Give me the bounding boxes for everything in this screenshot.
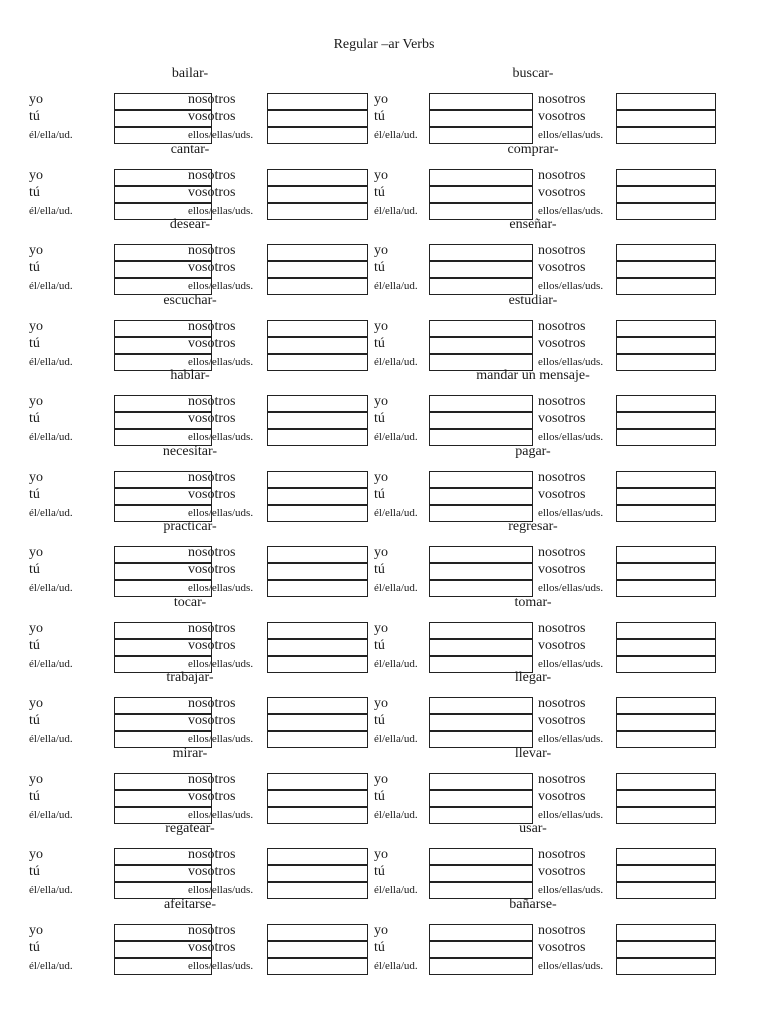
verb-block [29,293,384,368]
conjugation-answer-box[interactable] [267,958,368,975]
conjugation-answer-box[interactable] [429,395,533,412]
pronoun-label-plural: vosotros [538,788,586,804]
conjugation-answer-box[interactable] [616,714,716,731]
pronoun-label-singular: tú [29,184,40,200]
verb-block [29,217,384,292]
verb-infinitive: cantar- [170,141,210,157]
conjugation-answer-box[interactable] [429,958,533,975]
verb-block [374,368,729,443]
pronoun-label-singular: tú [374,864,385,879]
conjugation-answer-box[interactable] [267,337,368,354]
pronoun-label-singular: él/ella/ud. [29,582,73,594]
pronoun-label-singular: él/ella/ud. [29,884,73,896]
conjugation-answer-box[interactable] [616,337,716,354]
pronoun-label-singular: tú [374,184,385,200]
conjugation-answer-box[interactable] [616,958,716,975]
conjugation-answer-box[interactable] [429,773,533,790]
pronoun-label-singular: tú [374,486,385,502]
pronoun-label-plural: ellos/ellas/uds. [538,204,604,217]
conjugation-answer-box[interactable] [429,337,533,354]
pronoun-label-singular: él/ella/ud. [374,657,418,670]
pronoun-label-singular: tú [29,939,40,955]
pronoun-label-singular: yo [29,922,43,938]
pronoun-label-plural: nosotros [538,243,586,258]
conjugation-answer-box[interactable] [616,395,716,412]
pronoun-label-plural: ellos/ellas/uds. [188,733,254,745]
verb-block [374,293,729,368]
pronoun-label-singular: yo [374,394,388,409]
pronoun-label-plural: nosotros [538,771,586,787]
pronoun-label-plural: vosotros [538,637,586,653]
pronoun-label-singular: él/ella/ud. [374,355,418,368]
pronoun-label-singular: él/ella/ud. [29,431,73,443]
conjugation-answer-box[interactable] [267,697,368,714]
conjugation-answer-box[interactable] [429,941,533,958]
verb-infinitive: practicar- [163,519,217,534]
conjugation-answer-box[interactable] [616,790,716,807]
pronoun-label-plural: ellos/ellas/uds. [538,959,604,972]
conjugation-answer-box[interactable] [267,790,368,807]
pronoun-label-singular: tú [374,335,385,351]
conjugation-answer-box[interactable] [429,261,533,278]
pronoun-label-plural: ellos/ellas/uds. [538,431,604,443]
pronoun-label-plural: nosotros [188,545,236,560]
pronoun-label-singular: yo [374,469,388,485]
pronoun-label-plural: nosotros [188,318,236,334]
verb-infinitive: bailar- [171,66,209,81]
verb-block [29,595,384,670]
pronoun-label-singular: tú [29,486,40,502]
conjugation-answer-box[interactable] [616,186,716,203]
page-title: Regular –ar Verbs [333,37,435,52]
pronoun-label-plural: nosotros [538,318,586,334]
conjugation-answer-box[interactable] [429,639,533,656]
verb-infinitive: llevar- [514,745,552,761]
conjugation-answer-box[interactable] [616,848,716,865]
pronoun-label-plural: nosotros [188,92,236,107]
pronoun-label-plural: vosotros [538,109,586,124]
pronoun-label-singular: él/ella/ud. [374,808,418,821]
pronoun-label-plural: vosotros [188,184,236,200]
pronoun-label-plural: vosotros [188,864,236,879]
conjugation-answer-box[interactable] [267,412,368,429]
pronoun-label-singular: yo [29,469,43,485]
pronoun-label-singular: yo [374,243,388,258]
conjugation-answer-box[interactable] [616,244,716,261]
pronoun-label-plural: vosotros [538,864,586,879]
conjugation-answer-box[interactable] [616,320,716,337]
pronoun-label-plural: nosotros [538,469,586,485]
pronoun-label-plural: vosotros [188,788,236,804]
pronoun-label-singular: tú [29,411,40,426]
conjugation-answer-box[interactable] [267,714,368,731]
conjugation-answer-box[interactable] [616,563,716,580]
conjugation-answer-box[interactable] [616,261,716,278]
pronoun-label-singular: yo [374,922,388,938]
conjugation-answer-box[interactable] [616,924,716,941]
pronoun-label-plural: vosotros [188,486,236,502]
pronoun-label-singular: yo [29,620,43,636]
pronoun-label-singular: tú [374,562,385,577]
verb-block [29,66,384,141]
pronoun-label-plural: nosotros [538,167,586,183]
pronoun-label-plural: ellos/ellas/uds. [188,959,254,972]
pronoun-label-singular: tú [29,637,40,653]
verb-infinitive: pagar- [515,443,551,459]
pronoun-label-singular: él/ella/ud. [374,582,418,594]
verb-block [374,66,729,141]
conjugation-answer-box[interactable] [429,320,533,337]
pronoun-label-plural: ellos/ellas/uds. [538,657,604,670]
conjugation-answer-box[interactable] [429,169,533,186]
conjugation-answer-box[interactable] [429,546,533,563]
verb-infinitive: tocar- [173,594,207,610]
pronoun-label-plural: ellos/ellas/uds. [188,204,254,217]
pronoun-label-singular: yo [29,771,43,787]
conjugation-answer-box[interactable] [429,622,533,639]
pronoun-label-singular: él/ella/ud. [29,808,73,821]
conjugation-answer-box[interactable] [267,563,368,580]
verb-block [29,519,384,594]
conjugation-answer-box[interactable] [616,941,716,958]
verb-infinitive: mandar un mensaje- [476,368,590,383]
pronoun-label-plural: ellos/ellas/uds. [538,808,604,821]
pronoun-label-singular: tú [374,411,385,426]
pronoun-label-plural: ellos/ellas/uds. [188,355,254,368]
pronoun-label-plural: nosotros [188,243,236,258]
verb-block [29,746,384,821]
verb-block [374,670,729,745]
pronoun-label-plural: vosotros [538,411,586,426]
pronoun-label-singular: yo [374,545,388,560]
verb-block [374,217,729,292]
pronoun-label-singular: yo [29,318,43,334]
conjugation-answer-box[interactable] [267,169,368,186]
pronoun-label-plural: nosotros [188,696,236,711]
pronoun-label-singular: él/ella/ud. [374,280,418,292]
conjugation-answer-box[interactable] [429,697,533,714]
pronoun-label-plural: nosotros [538,922,586,938]
verb-infinitive: tomar- [514,594,552,610]
pronoun-label-singular: tú [29,335,40,351]
verb-infinitive: mirar- [172,745,208,761]
conjugation-answer-box[interactable] [267,622,368,639]
conjugation-answer-box[interactable] [267,865,368,882]
conjugation-answer-box[interactable] [267,941,368,958]
pronoun-label-singular: tú [29,562,40,577]
verb-infinitive: escuchar- [163,292,217,308]
pronoun-label-plural: nosotros [188,620,236,636]
pronoun-label-singular: tú [374,109,385,124]
pronoun-label-plural: nosotros [538,394,586,409]
verb-block [29,142,384,217]
verb-infinitive: bañarse- [509,896,557,912]
conjugation-answer-box[interactable] [267,773,368,790]
conjugation-answer-box[interactable] [429,714,533,731]
conjugation-answer-box[interactable] [616,773,716,790]
pronoun-label-singular: él/ella/ud. [374,733,418,745]
conjugation-answer-box[interactable] [267,848,368,865]
pronoun-label-plural: vosotros [538,562,586,577]
conjugation-answer-box[interactable] [429,412,533,429]
conjugation-answer-box[interactable] [267,110,368,127]
verb-infinitive: buscar- [512,66,554,81]
pronoun-label-plural: vosotros [538,486,586,502]
conjugation-answer-box[interactable] [616,622,716,639]
verb-infinitive: afeitarse- [163,896,217,912]
pronoun-label-singular: yo [29,394,43,409]
pronoun-label-plural: nosotros [538,545,586,560]
pronoun-label-singular: él/ella/ud. [29,355,73,368]
verb-block [29,368,384,443]
pronoun-label-plural: ellos/ellas/uds. [538,733,604,745]
pronoun-label-singular: él/ella/ud. [374,431,418,443]
conjugation-answer-box[interactable] [429,110,533,127]
pronoun-label-singular: él/ella/ud. [29,129,73,141]
pronoun-label-singular: yo [29,847,43,862]
verb-infinitive: comprar- [507,141,559,157]
verb-infinitive: necesitar- [162,443,218,459]
pronoun-label-plural: vosotros [188,637,236,653]
pronoun-label-singular: él/ella/ud. [29,733,73,745]
pronoun-label-plural: nosotros [188,394,236,409]
pronoun-label-singular: yo [29,92,43,107]
pronoun-label-plural: vosotros [188,562,236,577]
verb-block [29,670,384,745]
pronoun-label-plural: vosotros [188,411,236,426]
pronoun-label-singular: yo [29,696,43,711]
pronoun-label-singular: yo [374,620,388,636]
pronoun-label-singular: yo [374,771,388,787]
verb-block [374,821,729,896]
conjugation-answer-box[interactable] [616,488,716,505]
pronoun-label-plural: vosotros [538,939,586,955]
pronoun-label-plural: vosotros [538,335,586,351]
pronoun-label-singular: él/ella/ud. [29,204,73,217]
pronoun-label-singular: yo [374,318,388,334]
conjugation-answer-box[interactable] [267,395,368,412]
pronoun-label-plural: ellos/ellas/uds. [188,582,254,594]
pronoun-label-singular: tú [374,788,385,804]
pronoun-label-singular: él/ella/ud. [29,657,73,670]
conjugation-answer-box[interactable] [267,471,368,488]
conjugation-answer-box[interactable] [267,924,368,941]
conjugation-answer-box[interactable] [616,169,716,186]
pronoun-label-plural: ellos/ellas/uds. [188,808,254,821]
conjugation-answer-box[interactable] [616,697,716,714]
pronoun-label-plural: vosotros [538,184,586,200]
verb-infinitive: estudiar- [508,292,558,308]
verb-infinitive: usar- [519,821,547,836]
pronoun-label-plural: ellos/ellas/uds. [538,129,604,141]
conjugation-answer-box[interactable] [267,488,368,505]
pronoun-label-plural: ellos/ellas/uds. [188,280,254,292]
conjugation-answer-box[interactable] [429,488,533,505]
verb-block [374,595,729,670]
conjugation-answer-box[interactable] [429,244,533,261]
pronoun-label-singular: él/ella/ud. [374,959,418,972]
pronoun-label-plural: vosotros [538,713,586,728]
verb-block [374,444,729,519]
verb-block [29,897,384,972]
pronoun-label-singular: tú [29,788,40,804]
verb-block [374,142,729,217]
pronoun-label-singular: tú [29,864,40,879]
pronoun-label-plural: ellos/ellas/uds. [538,355,604,368]
pronoun-label-singular: él/ella/ud. [29,506,73,519]
pronoun-label-singular: tú [374,713,385,728]
pronoun-label-plural: nosotros [538,620,586,636]
conjugation-answer-box[interactable] [429,93,533,110]
verb-block [29,821,384,896]
pronoun-label-singular: él/ella/ud. [29,280,73,292]
pronoun-label-plural: vosotros [188,109,236,124]
pronoun-label-plural: ellos/ellas/uds. [188,431,254,443]
pronoun-label-plural: nosotros [188,167,236,183]
conjugation-answer-box[interactable] [429,471,533,488]
conjugation-answer-box[interactable] [429,563,533,580]
pronoun-label-plural: ellos/ellas/uds. [188,129,254,141]
pronoun-label-plural: nosotros [188,847,236,862]
pronoun-label-plural: ellos/ellas/uds. [538,582,604,594]
conjugation-answer-box[interactable] [616,93,716,110]
conjugation-answer-box[interactable] [616,546,716,563]
pronoun-label-singular: yo [29,545,43,560]
pronoun-label-plural: ellos/ellas/uds. [538,506,604,519]
conjugation-answer-box[interactable] [429,848,533,865]
pronoun-label-plural: nosotros [538,696,586,711]
conjugation-answer-box[interactable] [429,790,533,807]
conjugation-answer-box[interactable] [429,924,533,941]
pronoun-label-singular: yo [29,243,43,258]
conjugation-answer-box[interactable] [616,110,716,127]
pronoun-label-singular: tú [374,260,385,275]
pronoun-label-plural: vosotros [188,260,236,275]
pronoun-label-plural: ellos/ellas/uds. [188,657,254,670]
conjugation-answer-box[interactable] [616,639,716,656]
pronoun-label-plural: nosotros [188,771,236,787]
pronoun-label-plural: ellos/ellas/uds. [188,506,254,519]
pronoun-label-plural: nosotros [188,469,236,485]
pronoun-label-plural: vosotros [538,260,586,275]
conjugation-answer-box[interactable] [267,93,368,110]
pronoun-label-plural: vosotros [188,713,236,728]
verb-infinitive: llegar- [514,670,552,685]
pronoun-label-plural: nosotros [188,922,236,938]
conjugation-answer-box[interactable] [429,186,533,203]
pronoun-label-singular: tú [29,109,40,124]
pronoun-label-plural: ellos/ellas/uds. [188,884,254,896]
pronoun-label-singular: yo [374,92,388,107]
conjugation-answer-box[interactable] [616,865,716,882]
pronoun-label-plural: ellos/ellas/uds. [538,280,604,292]
pronoun-label-plural: ellos/ellas/uds. [538,884,604,896]
pronoun-label-singular: él/ella/ud. [29,959,73,972]
conjugation-answer-box[interactable] [616,412,716,429]
conjugation-answer-box[interactable] [267,639,368,656]
pronoun-label-singular: yo [374,167,388,183]
verb-block [374,519,729,594]
verb-block [374,746,729,821]
conjugation-answer-box[interactable] [267,546,368,563]
pronoun-label-singular: yo [29,167,43,183]
verb-infinitive: regresar- [508,519,558,534]
verb-infinitive: hablar- [170,368,210,383]
pronoun-label-singular: él/ella/ud. [374,884,418,896]
pronoun-label-singular: tú [374,637,385,653]
conjugation-answer-box[interactable] [267,244,368,261]
verb-infinitive: trabajar- [166,670,214,685]
verb-infinitive: enseñar- [509,217,557,232]
verb-infinitive: regatear- [165,821,215,836]
conjugation-answer-box[interactable] [616,471,716,488]
pronoun-label-singular: él/ella/ud. [374,204,418,217]
pronoun-label-plural: vosotros [188,939,236,955]
pronoun-label-singular: tú [29,713,40,728]
conjugation-answer-box[interactable] [267,186,368,203]
conjugation-answer-box[interactable] [267,320,368,337]
conjugation-answer-box[interactable] [267,261,368,278]
pronoun-label-singular: tú [374,939,385,955]
verb-block [29,444,384,519]
pronoun-label-plural: nosotros [538,847,586,862]
pronoun-label-singular: tú [29,260,40,275]
verb-block [374,897,729,972]
pronoun-label-plural: vosotros [188,335,236,351]
pronoun-label-singular: yo [374,847,388,862]
pronoun-label-plural: nosotros [538,92,586,107]
conjugation-answer-box[interactable] [429,865,533,882]
verb-infinitive: desear- [169,217,211,232]
pronoun-label-singular: él/ella/ud. [374,506,418,519]
pronoun-label-singular: él/ella/ud. [374,129,418,141]
pronoun-label-singular: yo [374,696,388,711]
